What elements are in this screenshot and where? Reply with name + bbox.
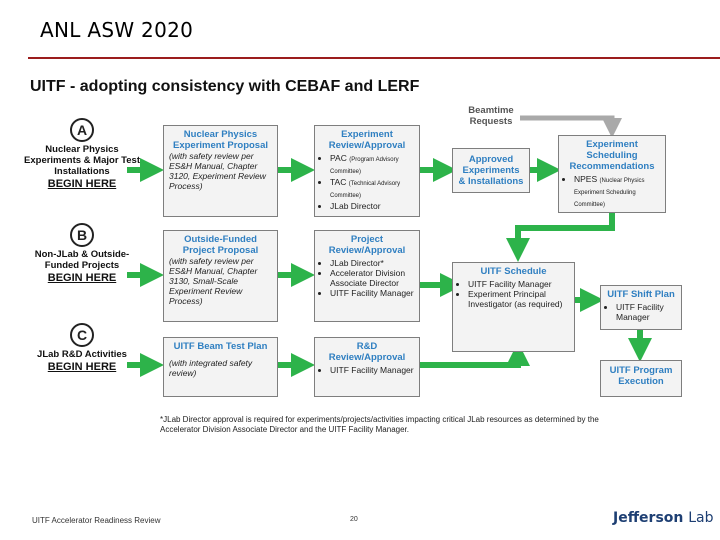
exp-review-tac-note: (Technical Advisory Committee) xyxy=(330,181,401,199)
slide-subtitle: UITF - adopting consistency with CEBAF and LERF xyxy=(30,78,420,95)
track-a-badge: A xyxy=(70,118,94,142)
exp-scheduling-title: Experiment Scheduling Recommendations xyxy=(569,139,655,172)
beam-test-text: (with integrated safety review) xyxy=(169,358,253,378)
proj-review-item: • UITF Facility Manager xyxy=(330,288,414,298)
shift-plan-item: • UITF Facility Manager xyxy=(616,302,676,322)
arrow-rd-review-to-uitf-schedule xyxy=(420,354,518,365)
arrow-beamtime xyxy=(520,118,612,128)
track-b-badge: B xyxy=(70,223,94,247)
exp-scheduling-npes: NPES xyxy=(574,174,598,184)
track-c-name: JLab R&D Activities xyxy=(37,349,127,360)
np-proposal-text: (with safety review per ES&H Manual, Chapter 3120, Experiment Review Process) xyxy=(169,151,266,191)
np-proposal-title: Nuclear Physics Experiment Proposal xyxy=(172,129,269,151)
approved-title: Approved Experiments & Installations xyxy=(458,154,524,187)
exp-review-pac-note: (Program Advisory Committee) xyxy=(330,157,399,175)
track-a-begin: BEGIN HERE xyxy=(47,178,117,190)
uitf-schedule-item: • UITF Facility Manager xyxy=(468,279,569,289)
track-c xyxy=(20,323,144,373)
beamtime-requests-label: Beamtime Requests xyxy=(468,105,514,127)
exp-review-title: Experiment Review/Approval xyxy=(328,129,406,151)
beam-test-box xyxy=(163,337,278,397)
track-a-name: Nuclear Physics Experiments & Major Test Installations xyxy=(24,144,140,177)
exp-review-pac: PAC xyxy=(330,153,347,163)
exp-review-director: JLab Director xyxy=(330,201,381,211)
logo-lab: Lab xyxy=(688,510,714,526)
shift-plan-box xyxy=(600,285,682,330)
exp-scheduling-item xyxy=(574,174,660,210)
track-b xyxy=(20,223,144,284)
exp-review-tac: TAC xyxy=(330,177,347,187)
of-proposal-box xyxy=(163,230,278,322)
track-b-begin: BEGIN HERE xyxy=(47,272,117,284)
footnote: *JLab Director approval is required for experiments/projects/activities impacting critical JLab resources as determined by the Accelerator Division Associate Director and the UITF Facility Manager. xyxy=(160,415,599,434)
program-execution-title: UITF Program Execution xyxy=(609,365,673,387)
proj-review-item: • JLab Director* xyxy=(330,258,414,268)
page-number: 20 xyxy=(350,516,358,523)
rd-review-box xyxy=(314,337,420,397)
exp-review-item xyxy=(330,201,414,211)
proj-review-title: Project Review/Approval xyxy=(328,234,406,256)
rd-review-item: • UITF Facility Manager xyxy=(330,365,414,375)
approved-box xyxy=(452,148,530,193)
uitf-schedule-box xyxy=(452,262,575,352)
beam-test-title: UITF Beam Test Plan xyxy=(173,341,268,352)
exp-scheduling-box xyxy=(558,135,666,213)
logo-jefferson: Jefferson xyxy=(613,510,684,526)
rd-review-title: R&D Review/Approval xyxy=(328,341,406,363)
footer-text: UITF Accelerator Readiness Review xyxy=(32,516,161,525)
track-c-begin: BEGIN HERE xyxy=(47,361,117,373)
exp-review-item xyxy=(330,153,414,177)
track-c-badge: C xyxy=(70,323,94,347)
shift-plan-title: UITF Shift Plan xyxy=(607,289,675,300)
jefferson-lab-logo xyxy=(613,510,714,526)
exp-review-box xyxy=(314,125,420,217)
np-proposal-box xyxy=(163,125,278,217)
track-a xyxy=(20,118,144,190)
uitf-schedule-title: UITF Schedule xyxy=(480,266,547,277)
proj-review-item: • Accelerator Division Associate Director xyxy=(330,268,414,288)
arrow-scheduling-to-uitf-schedule xyxy=(518,213,612,250)
exp-review-item xyxy=(330,177,414,201)
proj-review-box xyxy=(314,230,420,322)
track-b-name: Non-JLab & Outside-Funded Projects xyxy=(34,249,130,271)
of-proposal-text: (with safety review per ES&H Manual, Chapter 3130, Small-Scale Experiment Review Process) xyxy=(169,256,258,306)
exp-scheduling-npes-note: (Nuclear Physics Experiment Scheduling Committee) xyxy=(574,178,645,208)
of-proposal-title: Outside-Funded Project Proposal xyxy=(182,234,259,256)
program-execution-box xyxy=(600,360,682,397)
page-title: ANL ASW 2020 xyxy=(40,18,194,42)
uitf-schedule-item: • Experiment Principal Investigator (as required) xyxy=(468,289,569,309)
